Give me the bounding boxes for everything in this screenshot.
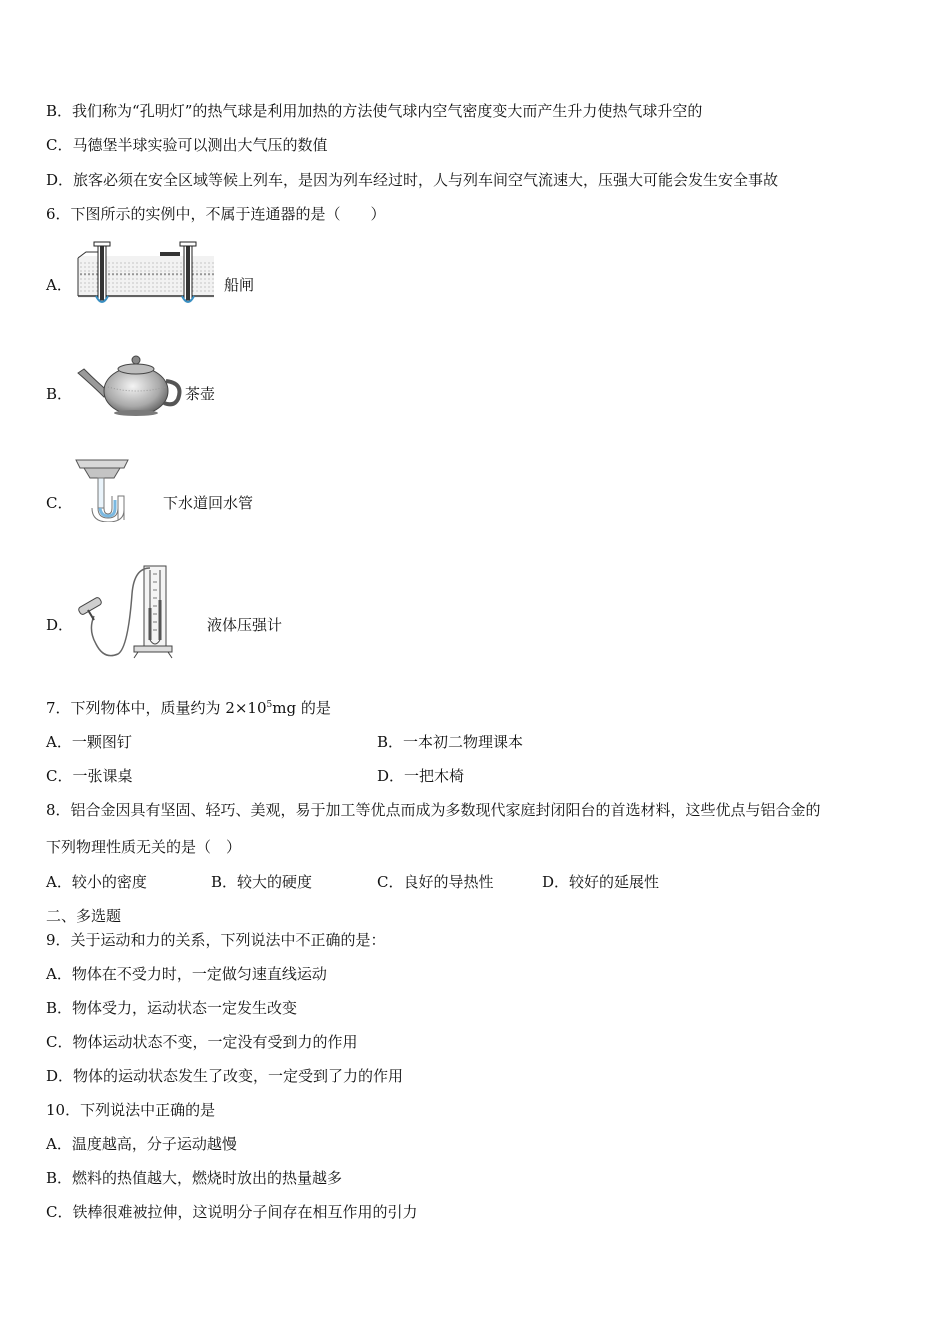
q6-option-b-label: B． xyxy=(46,385,73,403)
ship-lock-icon xyxy=(76,238,216,306)
drain-trap-icon xyxy=(74,458,134,522)
q5-option-c: C．马德堡半球实验可以测出大气压的数值 xyxy=(46,136,328,154)
q6-option-b-caption: 茶壶 xyxy=(185,385,216,403)
q8-option-c: C．良好的导热性 xyxy=(377,873,494,891)
q7-stem: 7．下列物体中，质量约为 $2\times 10^5mg$ 的是 xyxy=(46,699,331,717)
q6-option-c-label: C． xyxy=(46,494,73,512)
q9-option-b: B．物体受力，运动状态一定发生改变 xyxy=(46,999,298,1017)
teapot-icon xyxy=(74,347,184,419)
q9-option-a: A．物体在不受力时，一定做匀速直线运动 xyxy=(46,965,327,983)
q8-option-b: B．较大的硬度 xyxy=(211,873,313,891)
q6-option-d-caption: 液体压强计 xyxy=(207,616,283,634)
q10-stem: 10．下列说法中正确的是 xyxy=(46,1101,216,1119)
q6-option-c-caption: 下水道回水管 xyxy=(163,494,254,512)
q6-option-d-label: D． xyxy=(46,616,74,634)
q7-option-d: D．一把木椅 xyxy=(377,767,465,785)
q10-option-a: A．温度越高，分子运动越慢 xyxy=(46,1135,237,1153)
q10-option-b: B．燃料的热值越大，燃烧时放出的热量越多 xyxy=(46,1169,343,1187)
q8-stem-line2: 下列物理性质无关的是（ ） xyxy=(46,838,242,856)
q5-option-d: D．旅客必须在安全区域等候上列车，是因为列车经过时，人与列车间空气流速大，压强大可能会发生安全事故 xyxy=(46,171,779,189)
q6-option-a-caption: 船闸 xyxy=(224,276,255,294)
q9-stem: 9．关于运动和力的关系，下列说法中不正确的是： xyxy=(46,931,386,949)
q9-option-d: D．物体的运动状态发生了改变，一定受到了力的作用 xyxy=(46,1067,404,1085)
q7-option-a: A．一颗图钉 xyxy=(46,733,132,751)
q8-stem-line1: 8．铝合金因具有坚固、轻巧、美观，易于加工等优点而成为多数现代家庭封闭阳台的首选材料，这些优点与铝合金的 xyxy=(46,801,821,819)
section-title: 二、多选题 xyxy=(46,907,122,925)
q6-stem: 6．下图所示的实例中，不属于连通器的是（ ） xyxy=(46,205,386,223)
q10-option-c: C．铁棒很难被拉伸，这说明分子间存在相互作用的引力 xyxy=(46,1203,418,1221)
q6-option-a-label: A． xyxy=(46,276,72,294)
q8-option-d: D．较好的延展性 xyxy=(542,873,660,891)
q8-option-a: A．较小的密度 xyxy=(46,873,147,891)
q7-option-b: B．一本初二物理课本 xyxy=(377,733,524,751)
q7-option-c: C．一张课桌 xyxy=(46,767,133,785)
q5-option-b: B．我们称为“孔明灯”的热气球是利用加热的方法使气球内空气密度变大而产生升力使热气球升空的 xyxy=(46,102,703,120)
manometer-icon xyxy=(74,564,174,662)
q9-option-c: C．物体运动状态不变，一定没有受到力的作用 xyxy=(46,1033,358,1051)
